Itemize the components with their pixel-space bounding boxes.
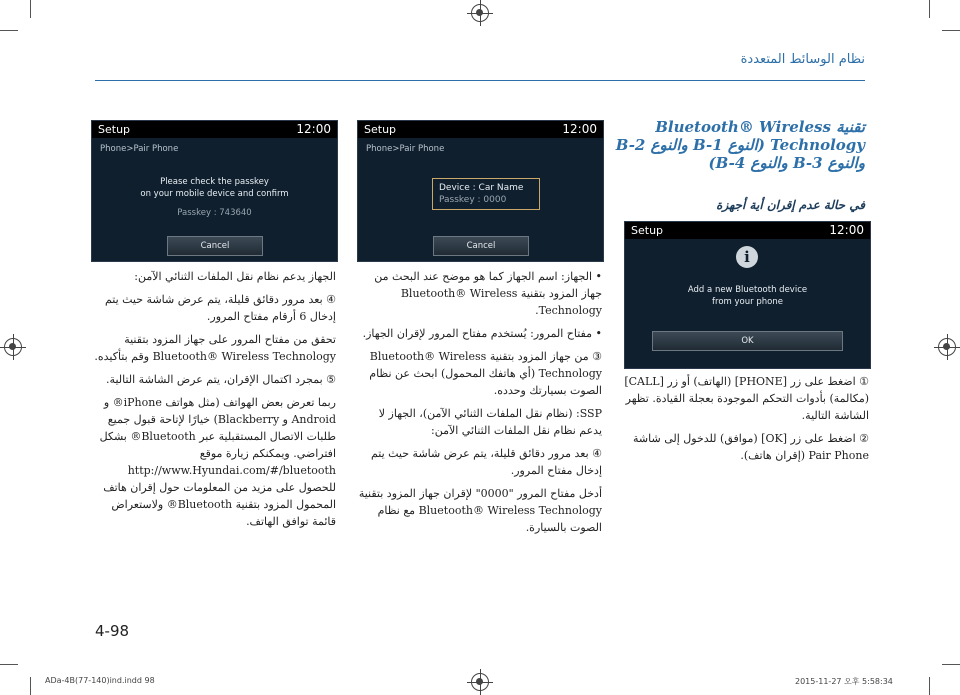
registration-mark-icon	[4, 338, 22, 356]
screen-title: Setup	[631, 224, 664, 237]
crop-mark	[942, 664, 960, 665]
screen-clock: 12:00	[829, 223, 864, 237]
registration-mark-icon	[471, 673, 489, 691]
breadcrumb: Phone>Pair Phone	[100, 144, 179, 154]
crop-mark	[30, 677, 31, 695]
screen-title-bar	[92, 121, 337, 138]
screen-clock: 12:00	[562, 122, 597, 136]
section-title-line: Technology (النوع B-1 والنوع B-2	[615, 136, 865, 154]
screen-title-bar	[358, 121, 603, 138]
crop-mark	[0, 30, 18, 31]
breadcrumb: Phone>Pair Phone	[366, 144, 445, 154]
step-paragraph: ② اضغط على زر [OK] (موافق) للدخول إلى شاشة Pair Phone (إقران هاتف).	[633, 432, 869, 462]
bluetooth-url-link[interactable]: http://www.Hyundai.com/#/bluetooth	[127, 464, 336, 477]
screen-clock: 12:00	[296, 122, 331, 136]
ssp-note: الجهاز يدعم نظام نقل الملفات الثنائي الآمن:	[134, 270, 336, 283]
section-title-line: تقنية Bluetooth® Wireless	[655, 118, 865, 136]
header-divider	[95, 80, 865, 81]
crop-mark	[929, 0, 930, 18]
note-paragraph: للحصول على مزيد من المعلومات حول إقران هاتف المحمول المزود بتقنية Bluetooth® ولاستعراض قائمة توافق الهاتف.	[103, 481, 336, 528]
passkey-value: Passkey : 0000	[439, 195, 507, 205]
text-column-middle	[357, 268, 602, 542]
screen-confirm-passkey	[91, 120, 338, 262]
message-line: from your phone	[712, 297, 783, 307]
screen-message	[625, 284, 870, 308]
screen-title: Setup	[364, 123, 397, 136]
crop-mark	[0, 664, 18, 665]
step-paragraph: ③ من جهاز المزود بتقنية Bluetooth® Wireless Technology (أي هاتفك المحمول) ابحث عن نظام الصوت بسيارتك وحدده.	[369, 350, 602, 397]
section-title	[615, 118, 865, 172]
page-number: 4-98	[95, 622, 130, 640]
ssp-note: SSP: (نظام نقل الملفات الثنائي الآمن)، الجهاز لا يدعم نظام نقل الملفات الثنائي الآمن:	[378, 407, 602, 437]
crop-mark	[942, 30, 960, 31]
section-title-line: والنوع B-3 والنوع B-4)	[708, 154, 865, 172]
device-name: Device : Car Name	[439, 183, 524, 193]
step-paragraph: تحقق من مفتاح المرور على جهاز المزود بتقنية Bluetooth® Wireless Technology وقم بتأكيده.	[94, 333, 336, 363]
cancel-button[interactable]: Cancel	[433, 236, 529, 256]
screen-pair-phone-passkey	[357, 120, 604, 262]
message-line: on your mobile device and confirm	[140, 189, 289, 199]
screen-add-device	[624, 221, 871, 369]
crop-mark	[929, 677, 930, 695]
ok-button[interactable]: OK	[652, 331, 843, 351]
step-paragraph: ⑤ بمجرد اكتمال الإقران، يتم عرض الشاشة التالية.	[106, 373, 336, 386]
text-column-left	[91, 268, 336, 536]
text-column-right	[624, 373, 869, 470]
step-paragraph: ④ بعد مرور دقائق قليلة، يتم عرض شاشة حيث يتم إدخال مفتاح المرور.	[370, 447, 602, 477]
registration-mark-icon	[471, 4, 489, 22]
bullet-item: • مفتاح المرور: يُستخدم مفتاح المرور لإقران الجهاز.	[362, 327, 602, 340]
device-info-box	[432, 178, 540, 210]
cancel-button[interactable]: Cancel	[167, 236, 263, 256]
screen-message	[92, 176, 337, 200]
footer-timestamp: 2015-11-27 오후 5:58:34	[795, 677, 893, 686]
step-paragraph: ① اضغط على زر [PHONE] (الهاتف) أو زر [CALL] (مكالمة) بأدوات التحكم الموجودة بعجلة القيادة. تظهر الشاشة التالية.	[624, 375, 869, 422]
step-paragraph: ④ بعد مرور دقائق قليلة، يتم عرض شاشة حيث يتم إدخال 6 أرقام مفتاح المرور.	[104, 293, 336, 323]
screen-title: Setup	[98, 123, 131, 136]
crop-mark	[30, 0, 31, 18]
page-header-title: نظام الوسائط المتعددة	[740, 52, 865, 67]
footer-file-info: ADa-4B(77-140)ind.indd 98	[45, 676, 155, 685]
registration-mark-icon	[938, 338, 956, 356]
message-line: Add a new Bluetooth device	[687, 285, 808, 295]
info-icon: i	[736, 246, 758, 268]
bullet-item: • الجهاز: اسم الجهاز كما هو موضح عند البحث من جهاز المزود بتقنية Bluetooth® Wireless Technology.	[374, 270, 602, 317]
passkey-value: Passkey : 743640	[177, 208, 252, 218]
message-line: Please check the passkey	[160, 177, 269, 187]
section-subtitle: في حالة عدم إقران أية أجهزة	[716, 198, 865, 212]
note-paragraph: ربما تعرض بعض الهواتف (مثل هواتف iPhone® و Android و Blackberry) خيارًا لإتاحة قبول جميع طلبات الاتصال المستقبلية عبر Bluetooth® بشكل افتراضي. ويمكنكم زيارة موقع	[99, 396, 336, 460]
step-paragraph: أدخل مفتاح المرور "0000" لإقران جهاز المزود بتقنية Bluetooth® Wireless Technology مع نظام الصوت بالسيارة.	[358, 487, 602, 534]
screen-title-bar	[625, 222, 870, 239]
